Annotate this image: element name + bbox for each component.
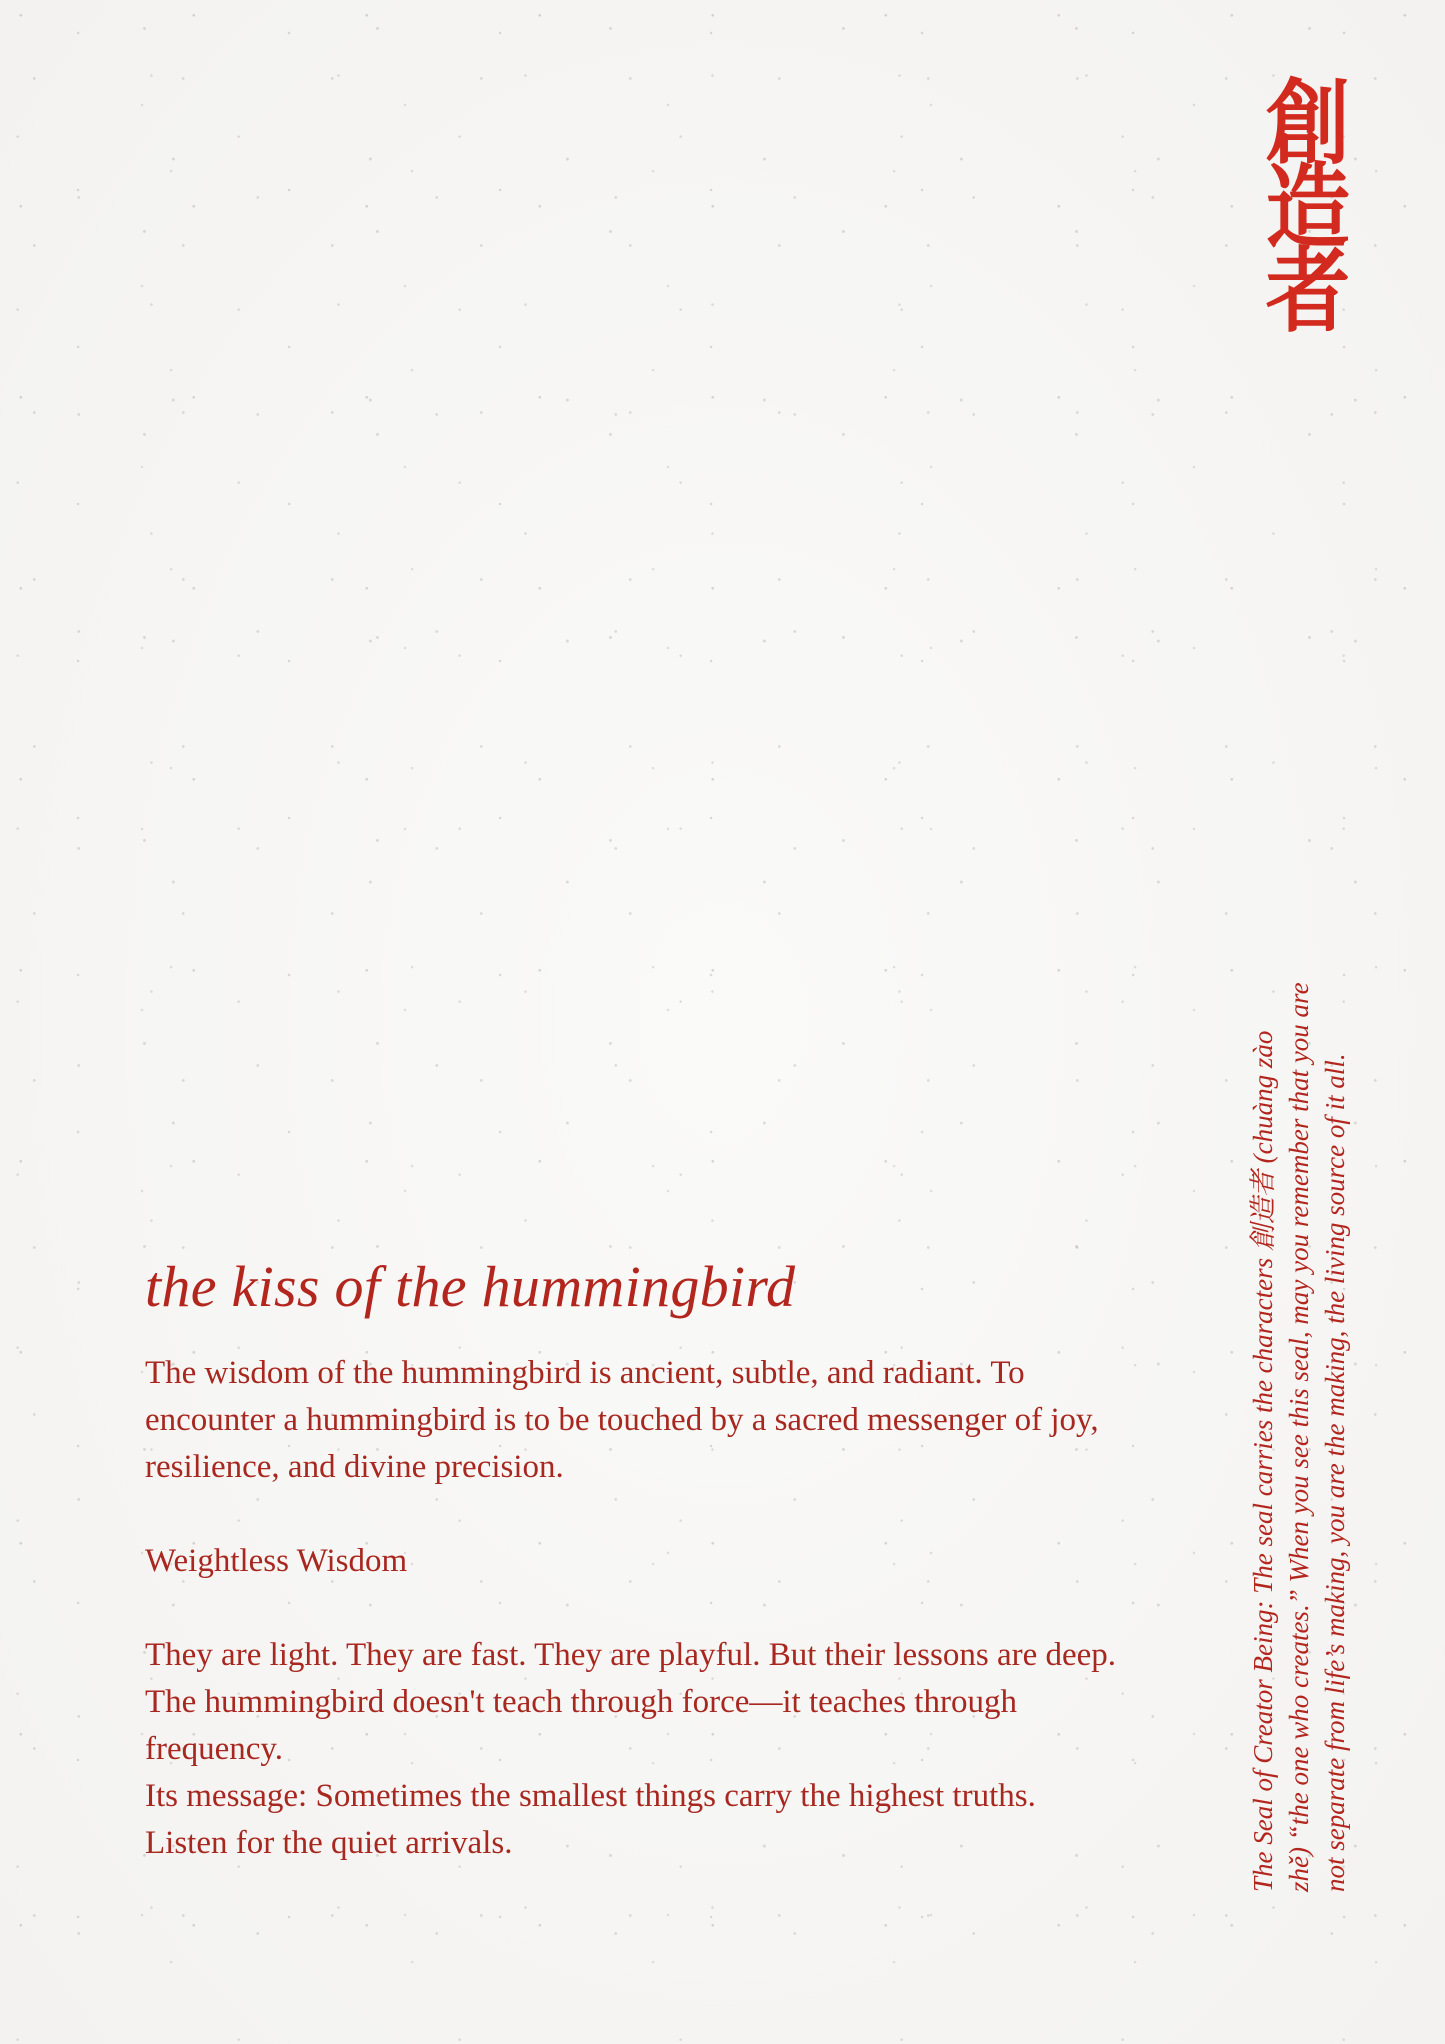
article [145,1252,1125,1867]
article-title: the kiss of the hummingbird [145,1254,796,1319]
seal-character: 者 [1265,238,1351,345]
side-note-line: The Seal of Creator Being: The seal carries the characters 創造者 (chuàng zào [1248,1030,1278,1892]
body-paragraph: They are light. They are fast. They are playful. But their lessons are deep. The hummingbird doesn't teach through force—it teaches through frequency. [145,1637,1117,1767]
section-heading: Weightless Wisdom [145,1543,408,1579]
intro-paragraph: The wisdom of the hummingbird is ancient, subtle, and radiant. To encounter a hummingbird is to be touched by a sacred messenger of joy, resilience, and divine precision. [145,1355,1099,1485]
creator-seal [1248,70,1368,345]
side-note-line: zhě) “the one who creates.” When you see this seal, may you remember that you are [1284,982,1314,1892]
seal-explanation-note [1245,882,1357,1892]
message-paragraph: Its message: Sometimes the smallest things carry the highest truths. Listen for the quiet arrivals. [145,1778,1036,1861]
seal-character: 創 [1265,70,1351,177]
side-note-line: not separate from life’s making, you are the making, the living source of it all. [1320,1053,1350,1892]
seal-character: 造 [1265,154,1351,261]
